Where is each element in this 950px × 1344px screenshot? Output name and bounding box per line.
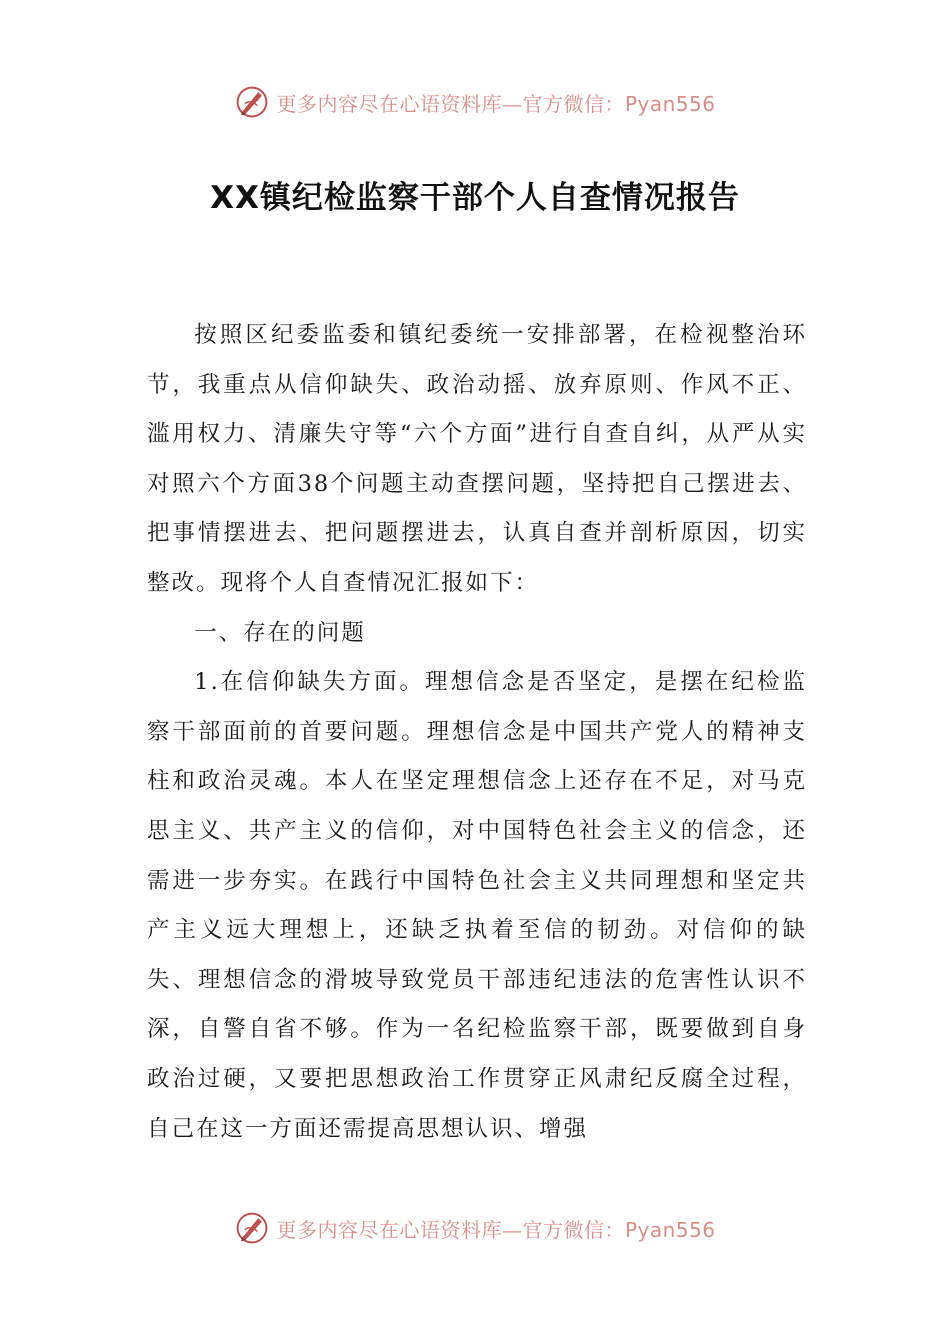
intro-paragraph: 按照区纪委监委和镇纪委统一安排部署，在检视整治环节，我重点从信仰缺失、政治动摇、放弃原则、作风不正、滥用权力、清廉失守等“六个方面”进行自查自纠，从严从实对照六个方面38个问题主动查摆问题，坚持把自己摆进去、把事情摆进去、把问题摆进去，认真自查并剖析原因，切实整改。现将个人自查情况汇报如下： (147, 322, 807, 596)
watermark-text: 更多内容尽在心语资料库—官方微信： (276, 1217, 625, 1242)
section-heading: 一、存在的问题 (194, 619, 366, 646)
pen-logo-icon (234, 84, 270, 120)
watermark-handle: Pyan556 (624, 91, 716, 116)
body-paragraph: 1.在信仰缺失方面。理想信念是否坚定，是摆在纪检监察干部面前的首要问题。理想信念是中国共产党人的精神支柱和政治灵魂。本人在坚定理想信念上还存在不足，对马克思主义、共产主义的信仰，对中国特色社会主义的信念，还需进一步夯实。在践行中国特色社会主义共同理想和坚定共产主义远大理想上，还缺乏执着至信的韧劲。对信仰的缺失、理想信念的滑坡导致党员干部违纪违法的危害性认识不深，自警自省不够。作为一名纪检监察干部，既要做到自身政治过硬，又要把思想政治工作贯穿正风肃纪反腐全过程，自己在这一方面还需提高思想认识、增强 (147, 669, 807, 1142)
watermark-handle: Pyan556 (624, 1217, 716, 1242)
document-body (147, 311, 807, 1154)
pen-logo-icon (234, 1210, 270, 1246)
document-title: XX镇纪检监察干部个人自查情况报告 (210, 180, 740, 216)
footer-watermark (0, 1206, 950, 1250)
watermark-text: 更多内容尽在心语资料库—官方微信： (276, 91, 625, 116)
header-watermark (0, 80, 950, 124)
